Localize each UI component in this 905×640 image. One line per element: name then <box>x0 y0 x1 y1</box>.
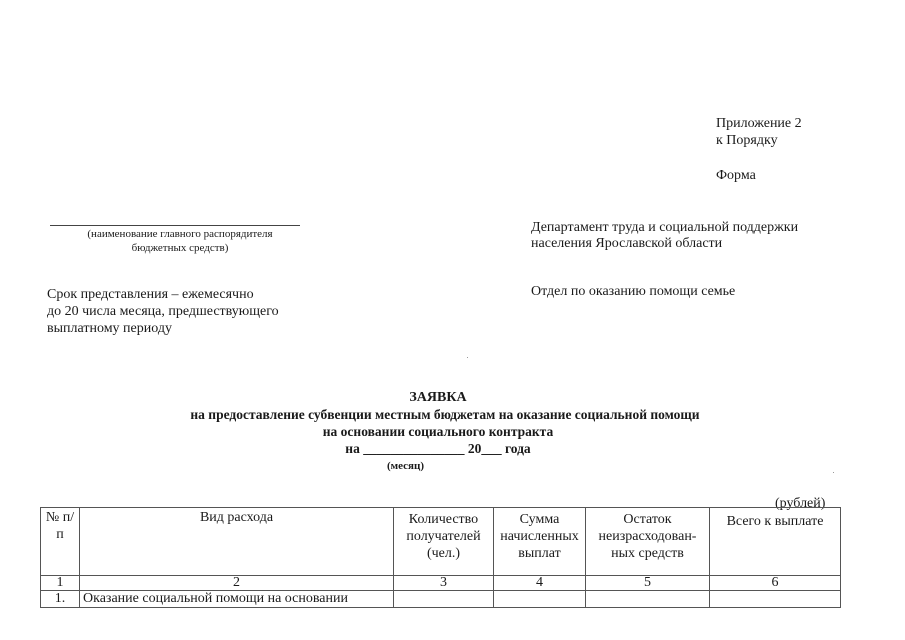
table-row-column-numbers <box>41 576 841 591</box>
distributor-caption-line2: бюджетных средств) <box>131 242 229 254</box>
row-1-total <box>710 591 841 608</box>
title-line2: на основании социального контракта <box>322 424 554 439</box>
header-type: Вид расхода <box>80 508 394 576</box>
deadline-line2: до 20 числа месяца, предшествующего <box>47 304 279 319</box>
col-number-6: 6 <box>710 576 841 591</box>
month-caption: (месяц) <box>387 460 425 472</box>
recipient-line1: Департамент труда и социальной поддержки <box>531 220 799 235</box>
recipient-department: Отдел по оказанию помощи семье <box>531 284 736 299</box>
table-header-row <box>41 508 841 576</box>
appendix-reference: к Порядку <box>716 133 778 148</box>
col-number-2: 2 <box>80 576 394 591</box>
title-line1: на предоставление субвенции местным бюджетам на оказание социальной помощи <box>190 407 700 422</box>
row-1-type: Оказание социальной помощи на основании <box>80 591 394 608</box>
col-number-1: 1 <box>41 576 80 591</box>
header-balance: Остаток неизрасходован-ных средств <box>586 508 710 576</box>
scan-speck <box>467 357 468 358</box>
header-total: Всего к выплате <box>710 508 841 576</box>
row-1-num: 1. <box>41 591 80 608</box>
row-1-recipients <box>394 591 494 608</box>
deadline-line1: Срок представления – ежемесячно <box>47 287 254 302</box>
request-table <box>40 507 841 608</box>
recipient-line2: населения Ярославской области <box>531 236 723 251</box>
header-num: № п/п <box>41 508 80 576</box>
col-number-5: 5 <box>586 576 710 591</box>
row-1-accrued <box>494 591 586 608</box>
distributor-name-line <box>50 225 300 226</box>
units-label: (рублей) <box>775 496 826 511</box>
form-label: Форма <box>716 168 756 183</box>
row-1-balance <box>586 591 710 608</box>
table-row <box>41 591 841 608</box>
title-line3: на _______________ 20___ года <box>345 441 531 456</box>
scan-speck <box>833 472 834 473</box>
header-recipients: Количество получателей (чел.) <box>394 508 494 576</box>
header-accrued: Сумма начисленных выплат <box>494 508 586 576</box>
col-number-4: 4 <box>494 576 586 591</box>
distributor-caption-line1: (наименование главного распорядителя <box>87 228 273 240</box>
appendix-label: Приложение 2 <box>716 116 802 131</box>
deadline-line3: выплатному периоду <box>47 321 172 336</box>
document-title: ЗАЯВКА <box>409 390 467 405</box>
col-number-3: 3 <box>394 576 494 591</box>
